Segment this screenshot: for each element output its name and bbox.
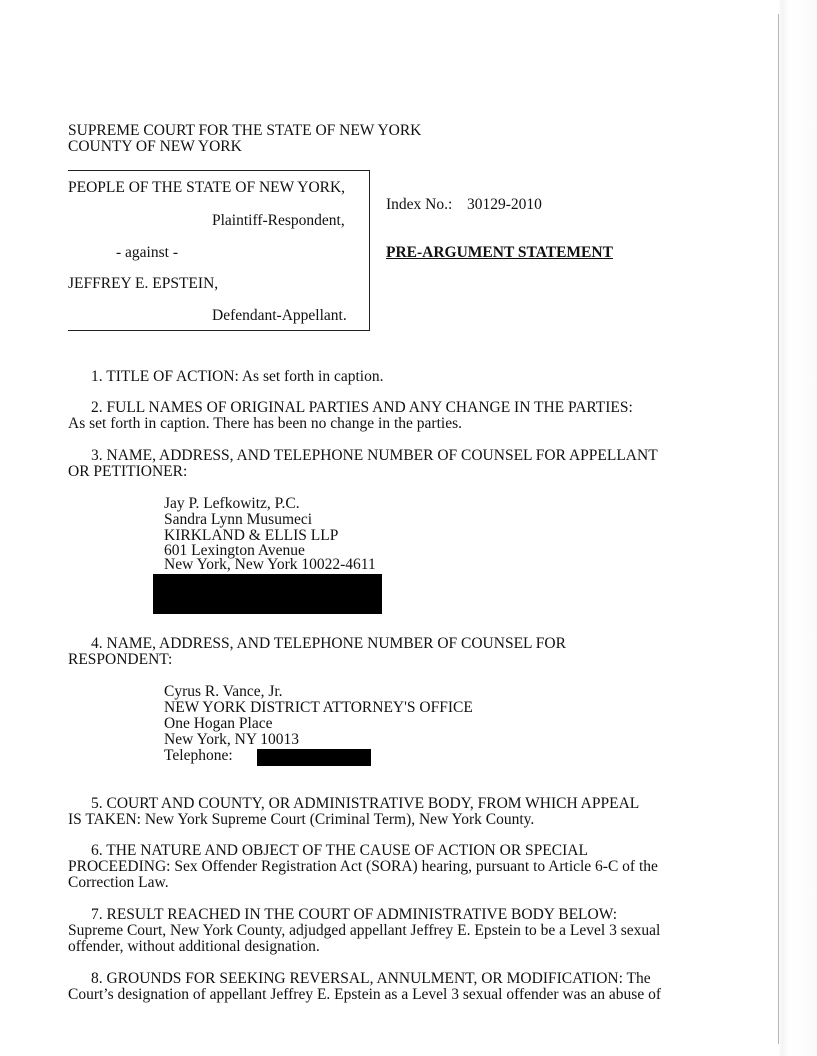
appellant-counsel-line: KIRKLAND & ELLIS LLP [164, 527, 339, 544]
scan-edge [778, 0, 817, 1056]
county-name: COUNTY OF NEW YORK [68, 138, 242, 155]
caption-top-rule [68, 170, 369, 171]
item-2-body: As set forth in caption. There has been no change in the parties. [68, 415, 462, 432]
item-3-heading: 3. NAME, ADDRESS, AND TELEPHONE NUMBER OF COUNSEL FOR APPELLANT [91, 447, 658, 464]
item-6-body: PROCEEDING: Sex Offender Registration Act (SORA) hearing, pursuant to Article 6-C of the [68, 858, 658, 875]
plaintiff-role: Plaintiff-Respondent, [212, 212, 345, 229]
defendant-role: Defendant-Appellant. [212, 307, 347, 324]
appellant-counsel-line: New York, New York 10022-4611 [164, 556, 376, 573]
item-3-heading-cont: OR PETITIONER: [68, 463, 188, 480]
page-edge-line [778, 14, 779, 1044]
defendant-name: JEFFREY E. EPSTEIN, [68, 275, 219, 292]
item-5-body: IS TAKEN: New York Supreme Court (Criminal Term), New York County. [68, 811, 535, 828]
appellant-counsel-line: Sandra Lynn Musumeci [164, 511, 313, 528]
caption-bottom-rule [68, 330, 370, 331]
item-8-heading: 8. GROUNDS FOR SEEKING REVERSAL, ANNULMENT, OR MODIFICATION: The [91, 970, 651, 987]
item-6-body-cont: Correction Law. [68, 874, 169, 891]
caption-divider [369, 170, 370, 330]
index-number: 30129-2010 [467, 196, 542, 213]
item-4-heading: 4. NAME, ADDRESS, AND TELEPHONE NUMBER OF COUNSEL FOR [91, 635, 566, 652]
item-7-body-cont: offender, without additional designation. [68, 938, 320, 955]
respondent-counsel-line: One Hogan Place [164, 715, 273, 732]
index-label: Index No.: [386, 196, 453, 213]
item-1: 1. TITLE OF ACTION: As set forth in caption. [91, 368, 384, 385]
item-7-body: Supreme Court, New York County, adjudged appellant Jeffrey E. Epstein to be a Level 3 sexual [68, 922, 661, 939]
plaintiff-name: PEOPLE OF THE STATE OF NEW YORK, [68, 179, 346, 196]
respondent-counsel-line: Cyrus R. Vance, Jr. [164, 683, 283, 700]
redaction-block [257, 749, 371, 766]
item-5-heading: 5. COURT AND COUNTY, OR ADMINISTRATIVE BODY, FROM WHICH APPEAL [91, 795, 640, 812]
item-7-heading: 7. RESULT REACHED IN THE COURT OF ADMINISTRATIVE BODY BELOW: [91, 906, 618, 923]
item-4-heading-cont: RESPONDENT: [68, 651, 173, 668]
court-name: SUPREME COURT FOR THE STATE OF NEW YORK [68, 122, 422, 139]
respondent-counsel-line: NEW YORK DISTRICT ATTORNEY'S OFFICE [164, 699, 473, 716]
document-title: PRE-ARGUMENT STATEMENT [386, 244, 613, 261]
redaction-block [153, 574, 382, 614]
against-label: - against - [116, 244, 178, 261]
item-2-heading: 2. FULL NAMES OF ORIGINAL PARTIES AND ANY CHANGE IN THE PARTIES: [91, 399, 633, 416]
item-8-body: Court’s designation of appellant Jeffrey E. Epstein as a Level 3 sexual offender was an abuse of [68, 986, 661, 1003]
appellant-counsel-line: 601 Lexington Avenue [164, 542, 305, 559]
appellant-counsel-line: Jay P. Lefkowitz, P.C. [164, 495, 300, 512]
respondent-counsel-line: Telephone: [164, 747, 233, 764]
item-6-heading: 6. THE NATURE AND OBJECT OF THE CAUSE OF ACTION OR SPECIAL [91, 842, 588, 859]
respondent-counsel-line: New York, NY 10013 [164, 731, 300, 748]
